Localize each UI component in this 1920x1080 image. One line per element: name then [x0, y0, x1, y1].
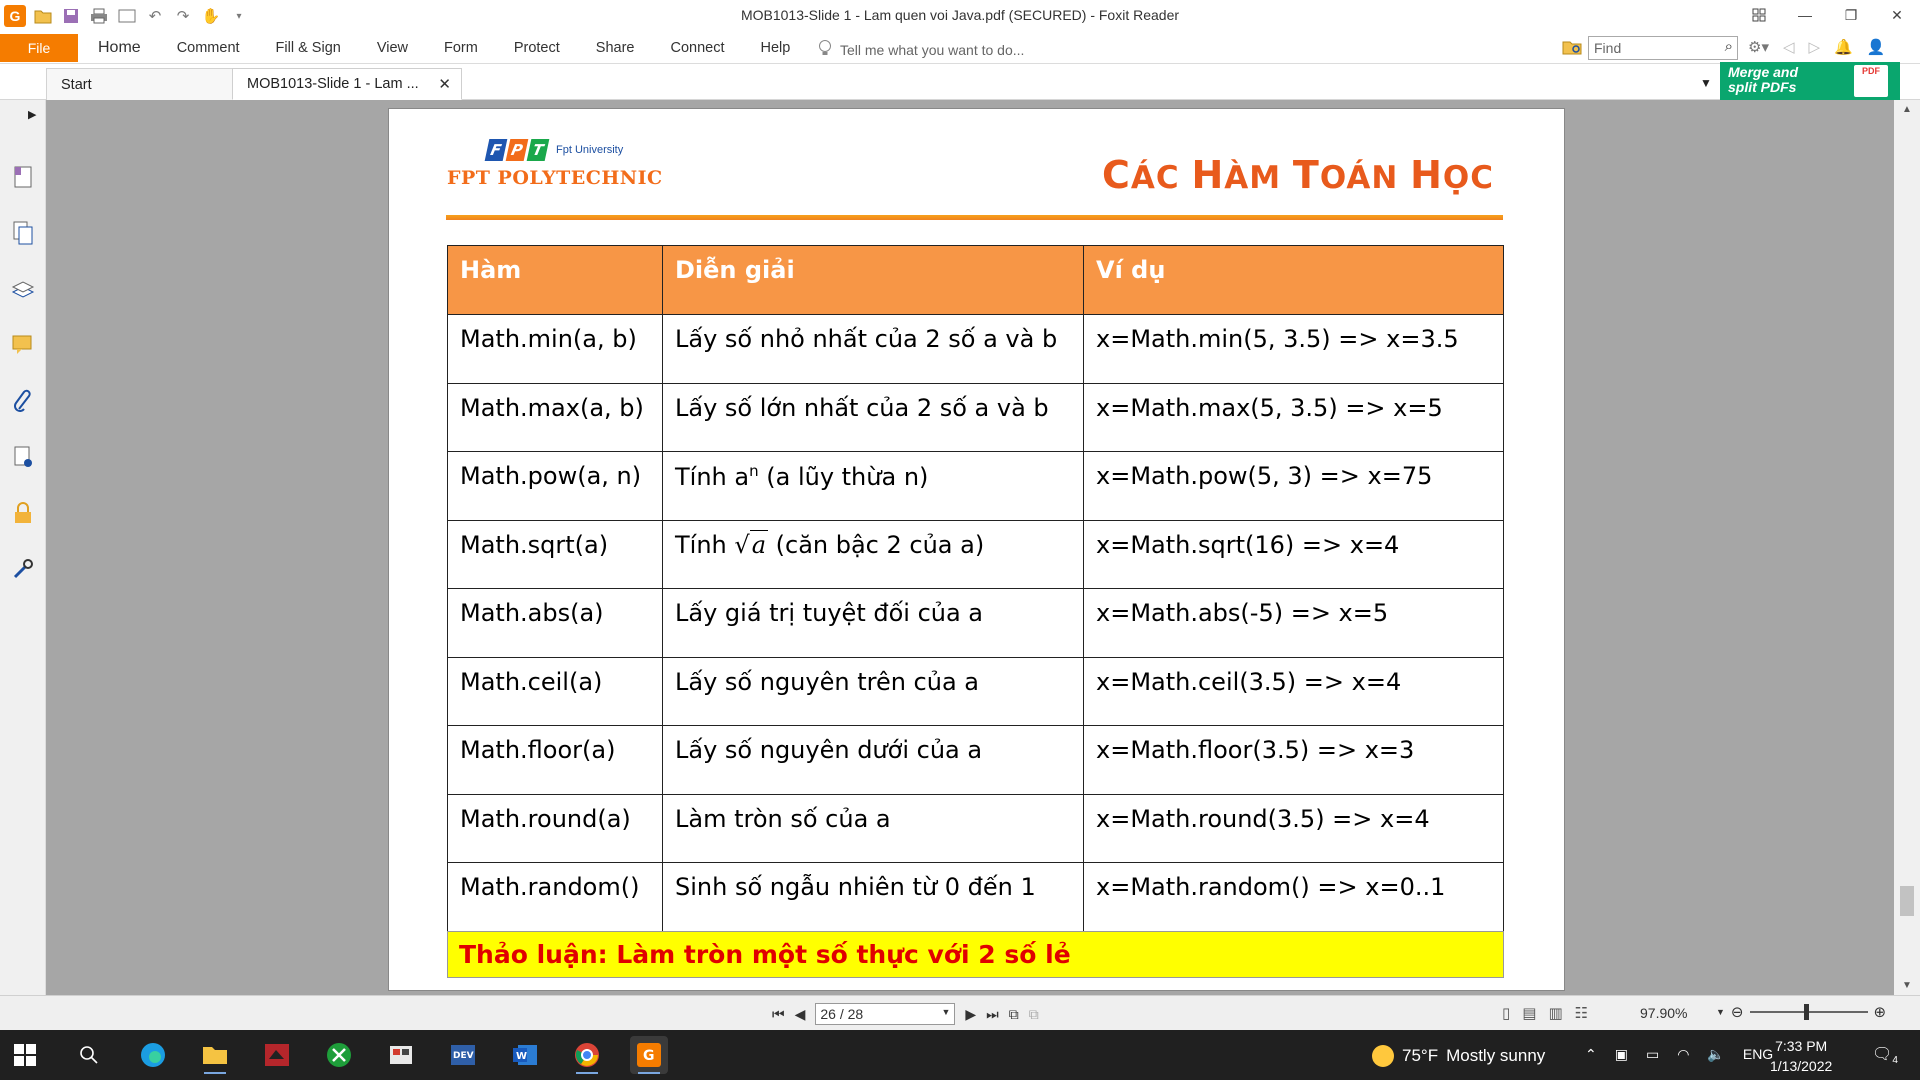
settings-gear-icon[interactable]: ⚙▾	[1748, 39, 1769, 56]
table-row	[448, 726, 1504, 795]
dev-cpp-icon[interactable]	[444, 1036, 482, 1074]
table-row	[448, 589, 1504, 658]
page-navigation	[772, 1003, 1039, 1025]
find-folder-icon[interactable]	[1562, 38, 1582, 59]
page-number-input[interactable]	[815, 1003, 955, 1025]
active-indicator	[576, 1072, 598, 1074]
bell-icon[interactable]: 🔔	[1834, 39, 1853, 56]
cell-function: Math.round(a)	[448, 794, 663, 863]
cell-example: x=Math.floor(3.5) => x=3	[1084, 726, 1504, 795]
undo-icon[interactable]: ↶	[148, 8, 162, 25]
scroll-up-icon[interactable]: ▲	[1902, 104, 1912, 115]
cell-example: x=Math.sqrt(16) => x=4	[1084, 520, 1504, 589]
previous-view-icon[interactable]: ⧉	[1008, 1005, 1019, 1022]
tab-start-label: Start	[61, 76, 92, 93]
slide-title	[1102, 153, 1494, 197]
taskbar-search-icon[interactable]	[70, 1036, 108, 1074]
clock-time: 7:33 PM	[1775, 1038, 1828, 1054]
cell-function: Math.max(a, b)	[448, 383, 663, 452]
cell-description: Lấy số nguyên dưới của a	[663, 726, 1084, 795]
page-display-modes	[1502, 1004, 1588, 1022]
continuous-facing-icon[interactable]: ☷	[1574, 1005, 1589, 1022]
redo-icon[interactable]: ↷	[176, 8, 190, 25]
volume-icon[interactable]: 🔈	[1707, 1046, 1725, 1062]
close-tab-icon[interactable]: ✕	[438, 76, 451, 93]
fpt-polytechnic-logo	[447, 139, 663, 189]
certificate-tools-icon[interactable]	[10, 556, 36, 582]
cell-description	[663, 452, 1084, 521]
tab-help[interactable]: Help	[760, 40, 791, 56]
table-row	[448, 520, 1504, 589]
sunny-weather-icon	[1372, 1045, 1394, 1067]
edge-browser-icon[interactable]	[134, 1036, 172, 1074]
cell-function: Math.sqrt(a)	[448, 520, 663, 589]
cell-description: Lấy số nhỏ nhất của 2 số a và b	[663, 315, 1084, 384]
zoom-in-icon[interactable]: ⊕	[1873, 1004, 1887, 1021]
tab-view[interactable]: View	[376, 40, 408, 56]
weather-description: Mostly sunny	[1446, 1046, 1546, 1065]
tab-share[interactable]: Share	[595, 40, 635, 56]
foxit-reader-taskbar-icon[interactable]	[630, 1036, 668, 1074]
tab-fill-sign[interactable]: Fill & Sign	[275, 40, 341, 56]
weather-temperature: 75°F	[1402, 1046, 1439, 1065]
zoom-slider-handle[interactable]	[1804, 1004, 1809, 1020]
word-icon[interactable]	[506, 1036, 544, 1074]
logo-letter-f: F	[485, 139, 508, 161]
notification-center-icon[interactable]: $🗨_4$	[1872, 1046, 1898, 1067]
cell-function: Math.pow(a, n)	[448, 452, 663, 521]
lightbulb-icon	[818, 39, 832, 60]
tab-protect[interactable]: Protect	[513, 40, 560, 56]
tab-form[interactable]: Form	[444, 40, 478, 56]
tab-current-label: MOB1013-Slide 1 - Lam ...	[247, 76, 419, 92]
show-hidden-icons-icon[interactable]: ⌃	[1585, 1046, 1597, 1062]
last-page-icon[interactable]: ⏭	[986, 1005, 999, 1022]
logo-polytechnic-text: FPT POLYTECHNIC	[447, 167, 663, 189]
next-view-icon[interactable]: ⧉	[1028, 1005, 1039, 1022]
foxit-app-icon[interactable]: G	[4, 5, 26, 27]
active-indicator	[204, 1072, 226, 1074]
merge-split-promo-banner[interactable]	[1720, 62, 1900, 100]
header-description: Diễn giải	[663, 246, 1084, 315]
scroll-down-icon[interactable]: ▼	[1902, 980, 1912, 991]
discussion-banner: Thảo luận: Làm tròn một số thực với 2 số lẻ	[447, 931, 1504, 978]
sqrt-desc-prefix: Tính	[675, 530, 735, 559]
ribbon-tabs	[80, 34, 808, 62]
navigation-sidebar	[0, 100, 46, 1030]
forward-arrow-icon[interactable]: ▷	[1808, 39, 1821, 56]
title-part: H	[1191, 153, 1225, 197]
window-title: MOB1013-Slide 1 - Lam quen voi Java.pdf (SECURED) - Foxit Reader	[740, 7, 1180, 23]
title-underline	[446, 215, 1503, 220]
clock-date: 1/13/2022	[1770, 1058, 1833, 1074]
cell-description: Làm tròn số của a	[663, 794, 1084, 863]
previous-page-icon[interactable]: ◀	[794, 1005, 806, 1022]
cell-function: Math.ceil(a)	[448, 657, 663, 726]
chrome-icon[interactable]	[568, 1036, 606, 1074]
continuous-page-icon[interactable]: ▤	[1522, 1005, 1537, 1022]
document-workspace	[46, 100, 1894, 995]
find-placeholder: Find	[1594, 40, 1622, 56]
qat-customize-icon[interactable]: ▾	[236, 10, 242, 22]
tab-list-dropdown-icon[interactable]: ▼	[1700, 76, 1712, 90]
sqrt-symbol	[734, 531, 768, 559]
active-indicator	[638, 1072, 660, 1074]
tab-comment[interactable]: Comment	[176, 40, 240, 56]
next-page-icon[interactable]: ▶	[965, 1005, 977, 1022]
input-language[interactable]: ENG	[1742, 1046, 1774, 1062]
cell-description: Lấy giá trị tuyệt đối của a	[663, 589, 1084, 658]
find-area	[1562, 36, 1738, 60]
cell-description: Lấy số lớn nhất của 2 số a và b	[663, 383, 1084, 452]
math-functions-table	[447, 245, 1504, 932]
status-bar	[0, 995, 1920, 1030]
table-header-row	[448, 246, 1504, 315]
cell-function: Math.min(a, b)	[448, 315, 663, 384]
logo-letter-p: P	[506, 139, 529, 161]
notification-count: 4	[1892, 1055, 1898, 1067]
promo-line-1: Merge and	[1728, 64, 1799, 80]
title-part: C	[1102, 153, 1131, 197]
meet-now-icon[interactable]: ▣	[1614, 1046, 1628, 1062]
header-function: Hàm	[448, 246, 663, 315]
svg-text:DEV: DEV	[453, 1051, 474, 1061]
cell-description: Sinh số ngẫu nhiên từ 0 đến 1	[663, 863, 1084, 932]
tab-current-document[interactable]	[232, 68, 462, 100]
tab-home[interactable]: Home	[98, 39, 141, 56]
game-app-icon[interactable]	[258, 1036, 296, 1074]
pages-thumbnails-icon[interactable]	[10, 220, 36, 246]
user-icon[interactable]: 👤	[1866, 39, 1886, 56]
cell-example: x=Math.random() => x=0..1	[1084, 863, 1504, 932]
zoom-out-icon[interactable]: ⊖	[1730, 1004, 1744, 1021]
windows-start-icon[interactable]	[14, 1044, 36, 1066]
table-row	[448, 315, 1504, 384]
system-clock[interactable]	[1770, 1036, 1832, 1076]
close-button[interactable]: ✕	[1891, 6, 1903, 23]
find-input[interactable]	[1588, 36, 1738, 60]
single-page-icon[interactable]: ▯	[1502, 1005, 1511, 1022]
document-tab-bar	[0, 64, 1920, 100]
table-row	[448, 452, 1504, 521]
minimize-button[interactable]: —	[1798, 7, 1812, 23]
security-lock-icon[interactable]	[10, 500, 36, 526]
title-part: OÁN	[1319, 160, 1411, 196]
promo-line-2: split PDFs	[1728, 79, 1797, 95]
tab-start[interactable]	[46, 68, 234, 100]
svg-text:W: W	[516, 1051, 528, 1062]
sqrt-radical: √	[734, 530, 750, 559]
cell-description	[663, 520, 1084, 589]
first-page-icon[interactable]: ⏮	[772, 1005, 785, 1022]
cell-function: Math.random()	[448, 863, 663, 932]
layers-icon[interactable]	[10, 276, 36, 302]
cell-example: x=Math.round(3.5) => x=4	[1084, 794, 1504, 863]
header-example: Ví dụ	[1084, 246, 1504, 315]
sidebar-expand-icon[interactable]: ▶	[28, 109, 37, 121]
pdf-badge-icon	[1854, 65, 1888, 97]
ribbon-display-icon[interactable]	[1736, 0, 1782, 30]
logo-university-text: Fpt University	[556, 144, 624, 156]
hand-tool-icon[interactable]: ✋	[201, 8, 221, 25]
table-row	[448, 794, 1504, 863]
signatures-icon[interactable]	[10, 444, 36, 470]
bookmarks-icon[interactable]	[10, 164, 36, 190]
cell-function: Math.floor(a)	[448, 726, 663, 795]
pow-desc-superscript: n	[749, 462, 759, 480]
vertical-scrollbar[interactable]	[1894, 100, 1920, 995]
windows-taskbar	[0, 1030, 1920, 1080]
system-tray	[1585, 1046, 1773, 1063]
cell-function: Math.abs(a)	[448, 589, 663, 658]
table-row	[448, 863, 1504, 932]
office-tool-icon[interactable]	[382, 1036, 420, 1074]
file-tab[interactable]: File	[0, 34, 78, 62]
battery-icon[interactable]: ▭	[1645, 1046, 1660, 1062]
search-icon[interactable]: ⌕	[1724, 38, 1733, 55]
zoom-level[interactable]: 97.90%	[1640, 1005, 1688, 1021]
pow-desc-prefix: Tính a	[675, 463, 750, 491]
table-row	[448, 383, 1504, 452]
xbox-icon[interactable]	[320, 1036, 358, 1074]
cell-description: Lấy số nguyên trên của a	[663, 657, 1084, 726]
file-explorer-icon[interactable]	[196, 1036, 234, 1074]
fpt-logo-mark	[487, 139, 663, 161]
facing-page-icon[interactable]: ▥	[1548, 1005, 1563, 1022]
title-part: T	[1292, 153, 1320, 197]
zoom-controls	[1716, 1003, 1886, 1021]
window-controls	[1736, 0, 1920, 30]
cell-example: x=Math.pow(5, 3) => x=75	[1084, 452, 1504, 521]
pdf-badge-text: PDF	[1862, 66, 1880, 76]
pow-desc-suffix: (a lũy thừa n)	[758, 463, 929, 491]
title-part: ÁC	[1130, 160, 1192, 196]
attachments-paperclip-icon[interactable]	[10, 388, 36, 414]
page-dropdown-icon[interactable]: ▼	[941, 1007, 951, 1017]
svg-text:G: G	[643, 1048, 655, 1064]
zoom-slider[interactable]	[1750, 1011, 1868, 1013]
logo-letter-t: T	[527, 139, 550, 161]
wifi-icon[interactable]: ◠	[1677, 1046, 1690, 1062]
weather-widget[interactable]	[1372, 1045, 1545, 1067]
cell-example: x=Math.abs(-5) => x=5	[1084, 589, 1504, 658]
tab-connect[interactable]: Connect	[670, 40, 725, 56]
table-row	[448, 657, 1504, 726]
cell-example: x=Math.max(5, 3.5) => x=5	[1084, 383, 1504, 452]
sqrt-radicand: a	[751, 530, 766, 559]
title-part: ÀM	[1224, 160, 1293, 196]
tell-me-text: Tell me what you want to do...	[840, 41, 1025, 58]
cell-example: x=Math.ceil(3.5) => x=4	[1084, 657, 1504, 726]
restore-button[interactable]: ❐	[1844, 6, 1858, 23]
pdf-page	[388, 108, 1565, 991]
comments-icon[interactable]	[10, 332, 36, 358]
back-arrow-icon[interactable]: ◁	[1782, 39, 1795, 56]
ribbon-right-icons	[1748, 38, 1885, 56]
title-bar	[0, 0, 1920, 32]
sqrt-desc-suffix: (căn bậc 2 của a)	[768, 530, 985, 559]
title-part: H	[1410, 153, 1443, 197]
cell-example: x=Math.min(5, 3.5) => x=3.5	[1084, 315, 1504, 384]
title-part: ỌC	[1442, 160, 1494, 196]
zoom-dropdown-icon[interactable]: ▼	[1716, 1007, 1725, 1017]
page-number-value: 26 / 28	[820, 1006, 864, 1022]
tell-me-search[interactable]	[818, 39, 1024, 60]
scroll-thumb[interactable]	[1900, 886, 1914, 916]
